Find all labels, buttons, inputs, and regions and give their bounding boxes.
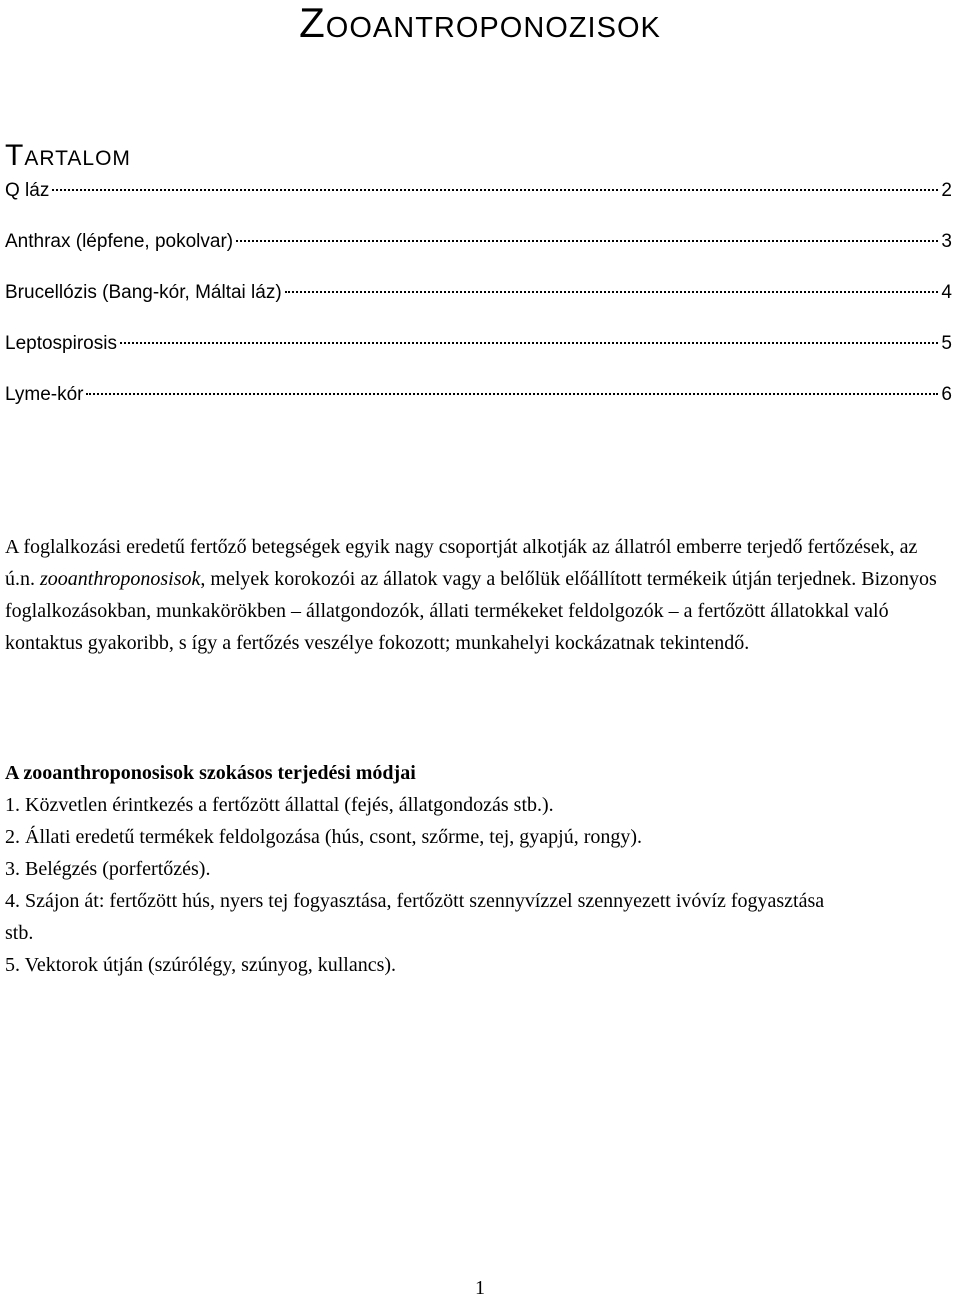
list-item: 4. Szájon át: fertőzött hús, nyers tej fogyasztása, fertőzött szennyvízzel szennyezett ivóvíz fogyasztása stb. [5, 890, 825, 944]
list-item: 3. Belégzés (porfertőzés). [5, 858, 211, 880]
table-of-contents [5, 178, 952, 433]
toc-entry-page[interactable]: 4 [941, 282, 952, 303]
toc-entry-label[interactable]: Anthrax (lépfene, pokolvar) [5, 231, 234, 252]
toc-dot-leader [120, 342, 938, 344]
list-item: 1. Közvetlen érintkezés a fertőzött állattal (fejés, állatgondozás stb.). [5, 794, 554, 816]
toc-dot-leader [52, 189, 938, 191]
toc-dot-leader [236, 240, 938, 242]
document-title: Zooantroponozisok [299, 0, 661, 46]
intro-text-end: , melyek korokozói az állatok vagy a belőlük előállított termékeik útján terjednek. Bizonyos foglalkozásokban, munkakörökben – állatgondozók, állati termékeket feldolgozók – a fertőzött állatokkal való kontaktus gyakoribb, s így a fertőzés veszélye fokozott; munkahelyi kockázatnak tekintendő. [5, 568, 937, 654]
list-item: 5. Vektorok útján (szúrólégy, szúnyog, kullancs). [5, 954, 397, 976]
toc-entry[interactable] [5, 178, 952, 203]
toc-entry[interactable] [5, 331, 952, 356]
toc-entry-label[interactable]: Brucellózis (Bang-kór, Máltai láz) [5, 282, 282, 303]
toc-entry-label[interactable]: Leptospirosis [5, 333, 117, 354]
toc-entry-page[interactable]: 3 [941, 231, 952, 252]
toc-entry[interactable] [5, 280, 952, 305]
intro-term: zooanthroponosisok [40, 568, 201, 590]
toc-entry-page[interactable]: 5 [941, 333, 952, 354]
transmission-modes-list [5, 789, 840, 981]
transmission-modes-heading: A zooanthroponosisok szokásos terjedési módjai [5, 762, 416, 784]
intro-paragraph [5, 531, 942, 659]
toc-entry[interactable] [5, 382, 952, 407]
toc-dot-leader [86, 393, 938, 395]
list-item: 2. Állati eredetű termékek feldolgozása (hús, csont, szőrme, tej, gyapjú, rongy). [5, 826, 643, 848]
toc-entry-label[interactable]: Q láz [5, 180, 50, 201]
toc-heading: Tartalom [5, 139, 131, 172]
toc-entry-page[interactable]: 6 [941, 384, 952, 405]
toc-entry[interactable] [5, 229, 952, 254]
page-number: 1 [475, 1277, 485, 1299]
toc-dot-leader [285, 291, 939, 293]
toc-entry-label[interactable]: Lyme-kór [5, 384, 84, 405]
toc-entry-page[interactable]: 2 [941, 180, 952, 201]
intro-text-start: A foglalkozási eredetű fertőző betegségek egyik nagy csoportját alkotják az állatról emberre terjedő fertőzések, az ú.n. [5, 536, 918, 590]
